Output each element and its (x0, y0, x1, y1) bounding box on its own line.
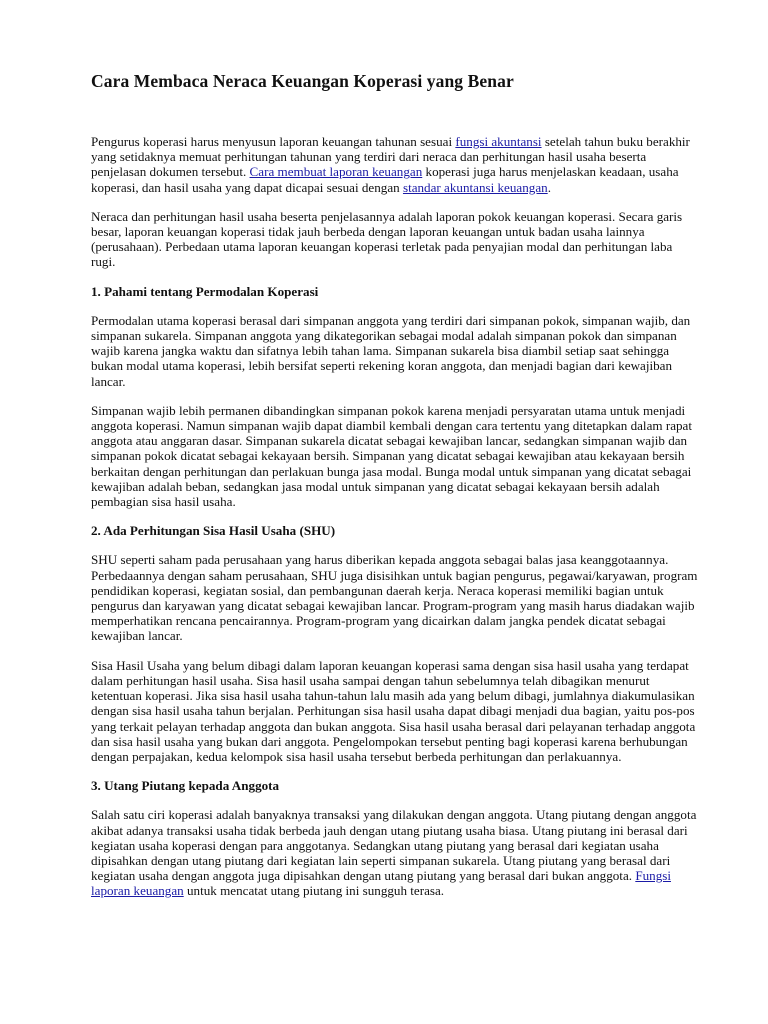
section2-paragraph-1: SHU seperti saham pada perusahaan yang harus diberikan kepada anggota sebagai balas jasa keanggotaannya. Perbedaannya dengan saham perusahaan, SHU juga disisihkan untuk bagian pengurus, pegawai/karyawan, program pendidikan koperasi, kegiatan sosial, dan pembangunan daerah kerja. Neraca koperasi memiliki bagian untuk pengurus dan karyawan yang dicatat sebagai kewajiban lancar. Program-program yang masih harus diadakan wajib memperhatikan rencana pencairannya. Program-program yang dicairkan dalam jangka pendek dicatat sebagai kewajiban lancar. (91, 552, 698, 644)
section-heading-3: 3. Utang Piutang kepada Anggota (91, 778, 280, 794)
text-segment: setelah tahun buku berakhir yang setidaknya memuat perhitungan tahunan yang terdiri dari neraca dan perhitungan hasil usaha beserta penjelasan dokumen tersebut. (91, 134, 690, 180)
link-cara-membuat-laporan-keuangan[interactable]: Cara membuat laporan keuangan (249, 164, 423, 180)
section2-paragraph-2: Sisa Hasil Usaha yang belum dibagi dalam laporan keuangan koperasi sama dengan sisa hasil usaha yang terdapat dalam perhitungan hasil usaha. Sisa hasil usaha sampai dengan tahun sebelumnya telah dibagikan menurut ketentuan koperasi. Jika sisa hasil usaha tahun-tahun lalu masih ada yang belum dibagi, jumlahnya diakumulasikan dengan sisa hasil usaha tahun berjalan. Perhitungan sisa hasil usaha dapat dibagi menjadi dua bagian, yaitu pos-pos yang terkait pelayan terhadap anggota dan bukan anggota. Sisa hasil usaha berasal dari pelayanan terhadap anggota dan sisa hasil usaha yang bukan dari anggota. Pengelompokan tersebut penting bagi koperasi karena berhubungan dengan perpajakan, kedua kelompok sisa hasil usaha tersebut berbeda perhitungan dan perlakuannya. (91, 657, 696, 764)
section1-paragraph-2: Simpanan wajib lebih permanen dibandingkan simpanan pokok karena menjadi persyaratan utama untuk menjadi anggota koperasi. Namun simpanan wajib dapat diambil kembali dengan cara tertentu yang ditetapkan dalam rapat anggota atau anggaran dasar. Simpanan sukarela dicatat sebagai kewajiban lancar, sedangkan simpanan wajib dan simpanan pokok dicatat sebagai kekayaan bersih. Simpanan yang dicatat sebagai kewajiban atau kekayaan bersih berkaitan dengan perhitungan dan perlakuan bunga jasa modal. Bunga modal untuk simpanan yang dicatat sebagai kewajiban adalah beban, sedangkan jasa modal untuk simpanan yang dicatat sebagai kekayaan bersih adalah pembagian sisa hasil usaha. (91, 402, 693, 510)
text-segment: koperasi juga harus menjelaskan keadaan, usaha koperasi, dan hasil usaha yang dapat dicapai sesuai dengan (91, 164, 679, 195)
link-standar-akuntansi-keuangan[interactable]: standar akuntansi keuangan (402, 179, 548, 195)
section-heading-2: 2. Ada Perhitungan Sisa Hasil Usaha (SHU) (91, 523, 336, 539)
text-segment: untuk mencatat utang piutang ini sungguh terasa. (183, 883, 445, 899)
intro-paragraph-2: Neraca dan perhitungan hasil usaha beserta penjelasannya adalah laporan pokok keuangan koperasi. Secara garis besar, laporan keuangan koperasi tidak jauh berbeda dengan laporan keuangan untuk badan usaha lainnya (perusahaan). Perbedaan utama laporan keuangan koperasi terletak pada penyajian modal dan perhitungan laba rugi. (91, 208, 683, 270)
page-title: Cara Membaca Neraca Keuangan Koperasi yang Benar (91, 71, 514, 91)
section1-paragraph-1: Permodalan utama koperasi berasal dari simpanan anggota yang terdiri dari simpanan pokok, simpanan wajib, dan simpanan sukarela. Simpanan anggota yang dikategorikan sebagai modal adalah simpanan pokok dan simpanan wajib karena jangka waktu dan sifatnya lebih tahan lama. Simpanan sukarela bisa diambil setiap saat sehingga bukan modal utama koperasi, lebih bersifat seperti rekening koran anggota, dan menjadi bagian dari kewajiban lancar. (91, 312, 691, 389)
section3-paragraph-1 (91, 807, 698, 898)
intro-paragraph-1 (91, 134, 698, 195)
text-segment: Salah satu ciri koperasi adalah banyaknya transaksi yang dilakukan dengan anggota. Utang piutang dengan anggota akibat adanya transaksi usaha tidak berbeda jauh dengan utang piutang usaha biasa. Utang piutang ini berasal dari kegiatan usaha koperasi dengan para anggotanya. Sedangkan utang piutang yang berasal dari kegiatan usaha dipisahkan dengan utang piutang dari kegiatan lain seperti simpanan sukarela. Utang piutang yang berasal dari kegiatan usaha dengan anggota juga dipisahkan dengan utang piutang yang berasal dari bukan anggota. (91, 807, 697, 884)
link-fungsi-akuntansi[interactable]: fungsi akuntansi (455, 134, 542, 149)
link-fungsi-laporan-keuangan[interactable]: Fungsi laporan keuangan (91, 868, 671, 899)
text-segment: Pengurus koperasi harus menyusun laporan keuangan tahunan sesuai (91, 134, 456, 149)
section-heading-1: 1. Pahami tentang Permodalan Koperasi (91, 283, 319, 299)
text-segment: . (547, 179, 551, 195)
